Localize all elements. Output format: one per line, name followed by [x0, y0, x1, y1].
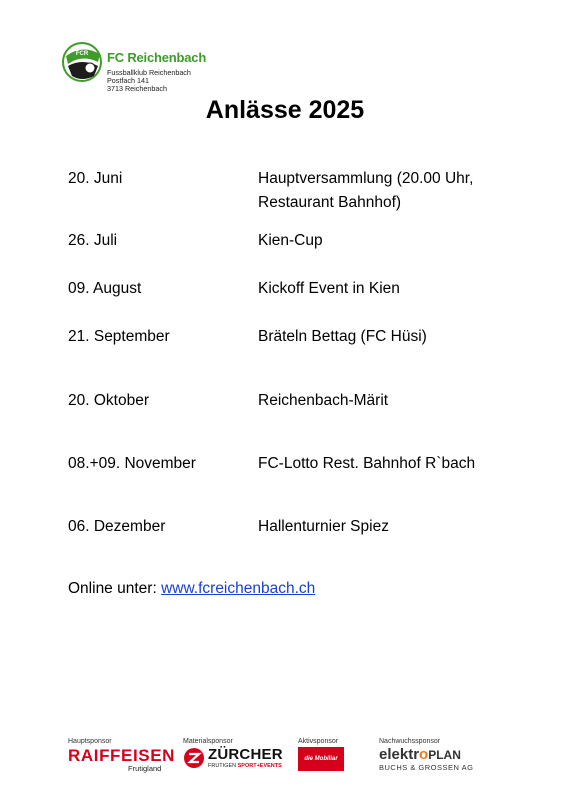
event-date: 20. Oktober	[68, 392, 149, 409]
zuercher-logo	[183, 747, 283, 769]
raiffeisen-sub: Frutigland	[128, 764, 162, 773]
zuercher-z-icon	[183, 747, 205, 769]
address-line: Postfach 141	[107, 76, 149, 85]
sponsor-label: Materialsponsor	[183, 738, 233, 745]
sponsor-aktiv	[298, 738, 344, 771]
event-name: FC-Lotto Rest. Bahnhof R`bach	[258, 455, 476, 472]
event-name: Hallenturnier Spiez	[258, 518, 389, 535]
zuercher-sub-a: FRUTIGEN	[208, 763, 238, 769]
website-link[interactable]: www.fcreichenbach.ch	[161, 580, 316, 597]
event-date: 09. August	[68, 280, 142, 297]
ep-name-a: elektr	[379, 746, 420, 763]
sponsor-label: Hauptsponsor	[68, 738, 112, 745]
address-line: 3713 Reichenbach	[107, 84, 167, 93]
elektroplan-logo	[379, 747, 473, 763]
zuercher-name: ZÜRCHER	[208, 746, 283, 763]
event-date: 08.+09. November	[68, 455, 196, 472]
event-name: Bräteln Bettag (FC Hüsi)	[258, 328, 427, 345]
club-crest-icon	[60, 38, 106, 84]
sponsor-label: Aktivsponsor	[298, 738, 339, 745]
online-line	[68, 577, 315, 601]
sponsor-nachwuchs	[379, 738, 473, 772]
raiffeisen-logo: RAIFFEISEN	[68, 746, 176, 765]
event-name: Kien-Cup	[258, 232, 323, 249]
ep-name-b: o	[419, 746, 429, 763]
club-logo	[60, 38, 215, 96]
event-date: 20. Juni	[68, 170, 123, 187]
event-date: 26. Juli	[68, 232, 118, 249]
mobiliar-name: die Mobiliar	[304, 756, 338, 762]
sponsor-material	[183, 738, 283, 769]
address-line: Fussballklub Reichenbach	[107, 68, 191, 77]
mobiliar-logo	[298, 747, 344, 771]
event-name: Kickoff Event in Kien	[258, 280, 400, 297]
elektroplan-sub: BUCHS & GROSSEN AG	[379, 763, 474, 772]
online-label: Online unter:	[68, 580, 162, 597]
event-date: 06. Dezember	[68, 518, 166, 535]
sponsor-haupt	[68, 738, 175, 773]
sponsor-label: Nachwuchssponsor	[379, 738, 441, 745]
club-address	[107, 69, 191, 93]
event-name: Hauptversammlung (20.00 Uhr, Restaurant Bahnhof)	[258, 170, 474, 211]
page-title: Anlässe 2025	[205, 96, 365, 124]
event-date: 21. September	[68, 328, 170, 345]
ep-name-c: PLAN	[428, 748, 461, 762]
zuercher-sub-b: SPORT+EVENTS	[237, 763, 282, 769]
event-name: Reichenbach-Märit	[258, 392, 389, 409]
zuercher-sub	[208, 763, 283, 769]
svg-text:FCR: FCR	[75, 51, 89, 57]
club-name: FC Reichenbach	[107, 50, 207, 65]
